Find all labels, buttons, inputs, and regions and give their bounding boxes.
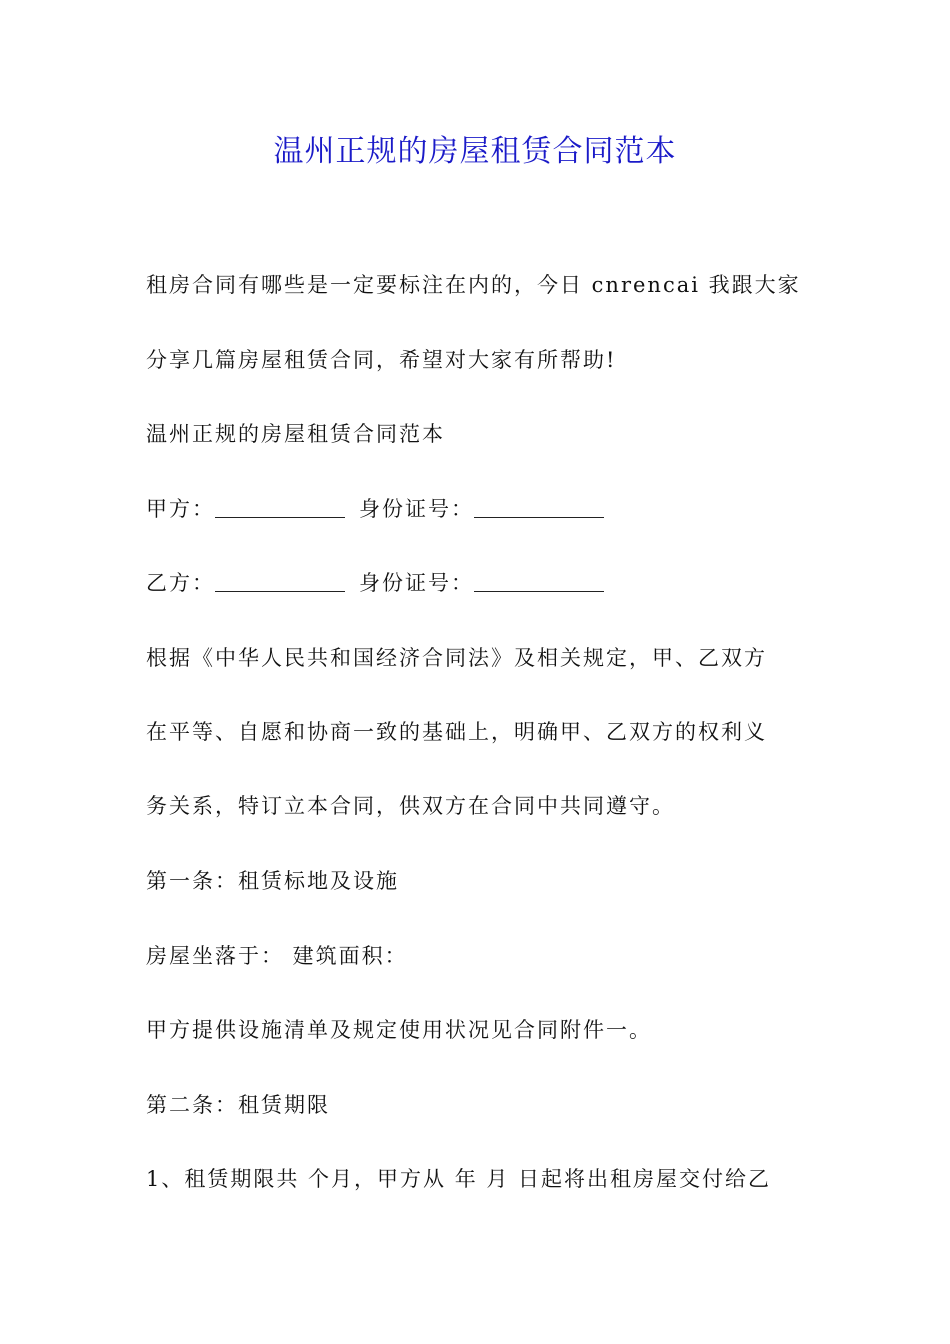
party-a-id-blank[interactable] — [474, 497, 604, 518]
document-title: 温州正规的房屋租赁合同范本 — [273, 134, 677, 169]
party-b-id-blank[interactable] — [474, 571, 604, 592]
party-b-name-blank[interactable] — [215, 571, 345, 592]
preamble-line-3: 务关系，特订立本合同，供双方在合同中共同遵守。 — [146, 794, 675, 818]
intro-line-1: 租房合同有哪些是一定要标注在内的，今日 cnrencai 我跟大家 — [146, 273, 801, 297]
party-b-label: 乙方： — [146, 571, 215, 595]
preamble-line-1: 根据《中华人民共和国经济合同法》及相关规定，甲、乙双方 — [146, 646, 767, 670]
preamble-line-2: 在平等、自愿和协商一致的基础上，明确甲、乙双方的权利义 — [146, 720, 767, 744]
party-a-name-blank[interactable] — [215, 497, 345, 518]
party-a-row — [146, 494, 826, 524]
party-b-row — [146, 568, 826, 598]
party-b-id-label: 身份证号： — [359, 571, 474, 595]
party-a-id-label: 身份证号： — [359, 497, 474, 521]
article-1-location: 房屋坐落于： 建筑面积： — [146, 944, 408, 968]
article-1-facilities: 甲方提供设施清单及规定使用状况见合同附件一。 — [146, 1018, 652, 1042]
party-a-label: 甲方： — [146, 497, 215, 521]
article-1-heading: 第一条：租赁标地及设施 — [146, 869, 399, 893]
article-2-item-1: 1、租赁期限共 个月，甲方从 年 月 日起将出租房屋交付给乙 — [146, 1167, 772, 1191]
article-2-heading: 第二条：租赁期限 — [146, 1093, 330, 1117]
intro-line-2: 分享几篇房屋租赁合同，希望对大家有所帮助! — [146, 348, 617, 372]
contract-subtitle: 温州正规的房屋租赁合同范本 — [146, 422, 445, 446]
